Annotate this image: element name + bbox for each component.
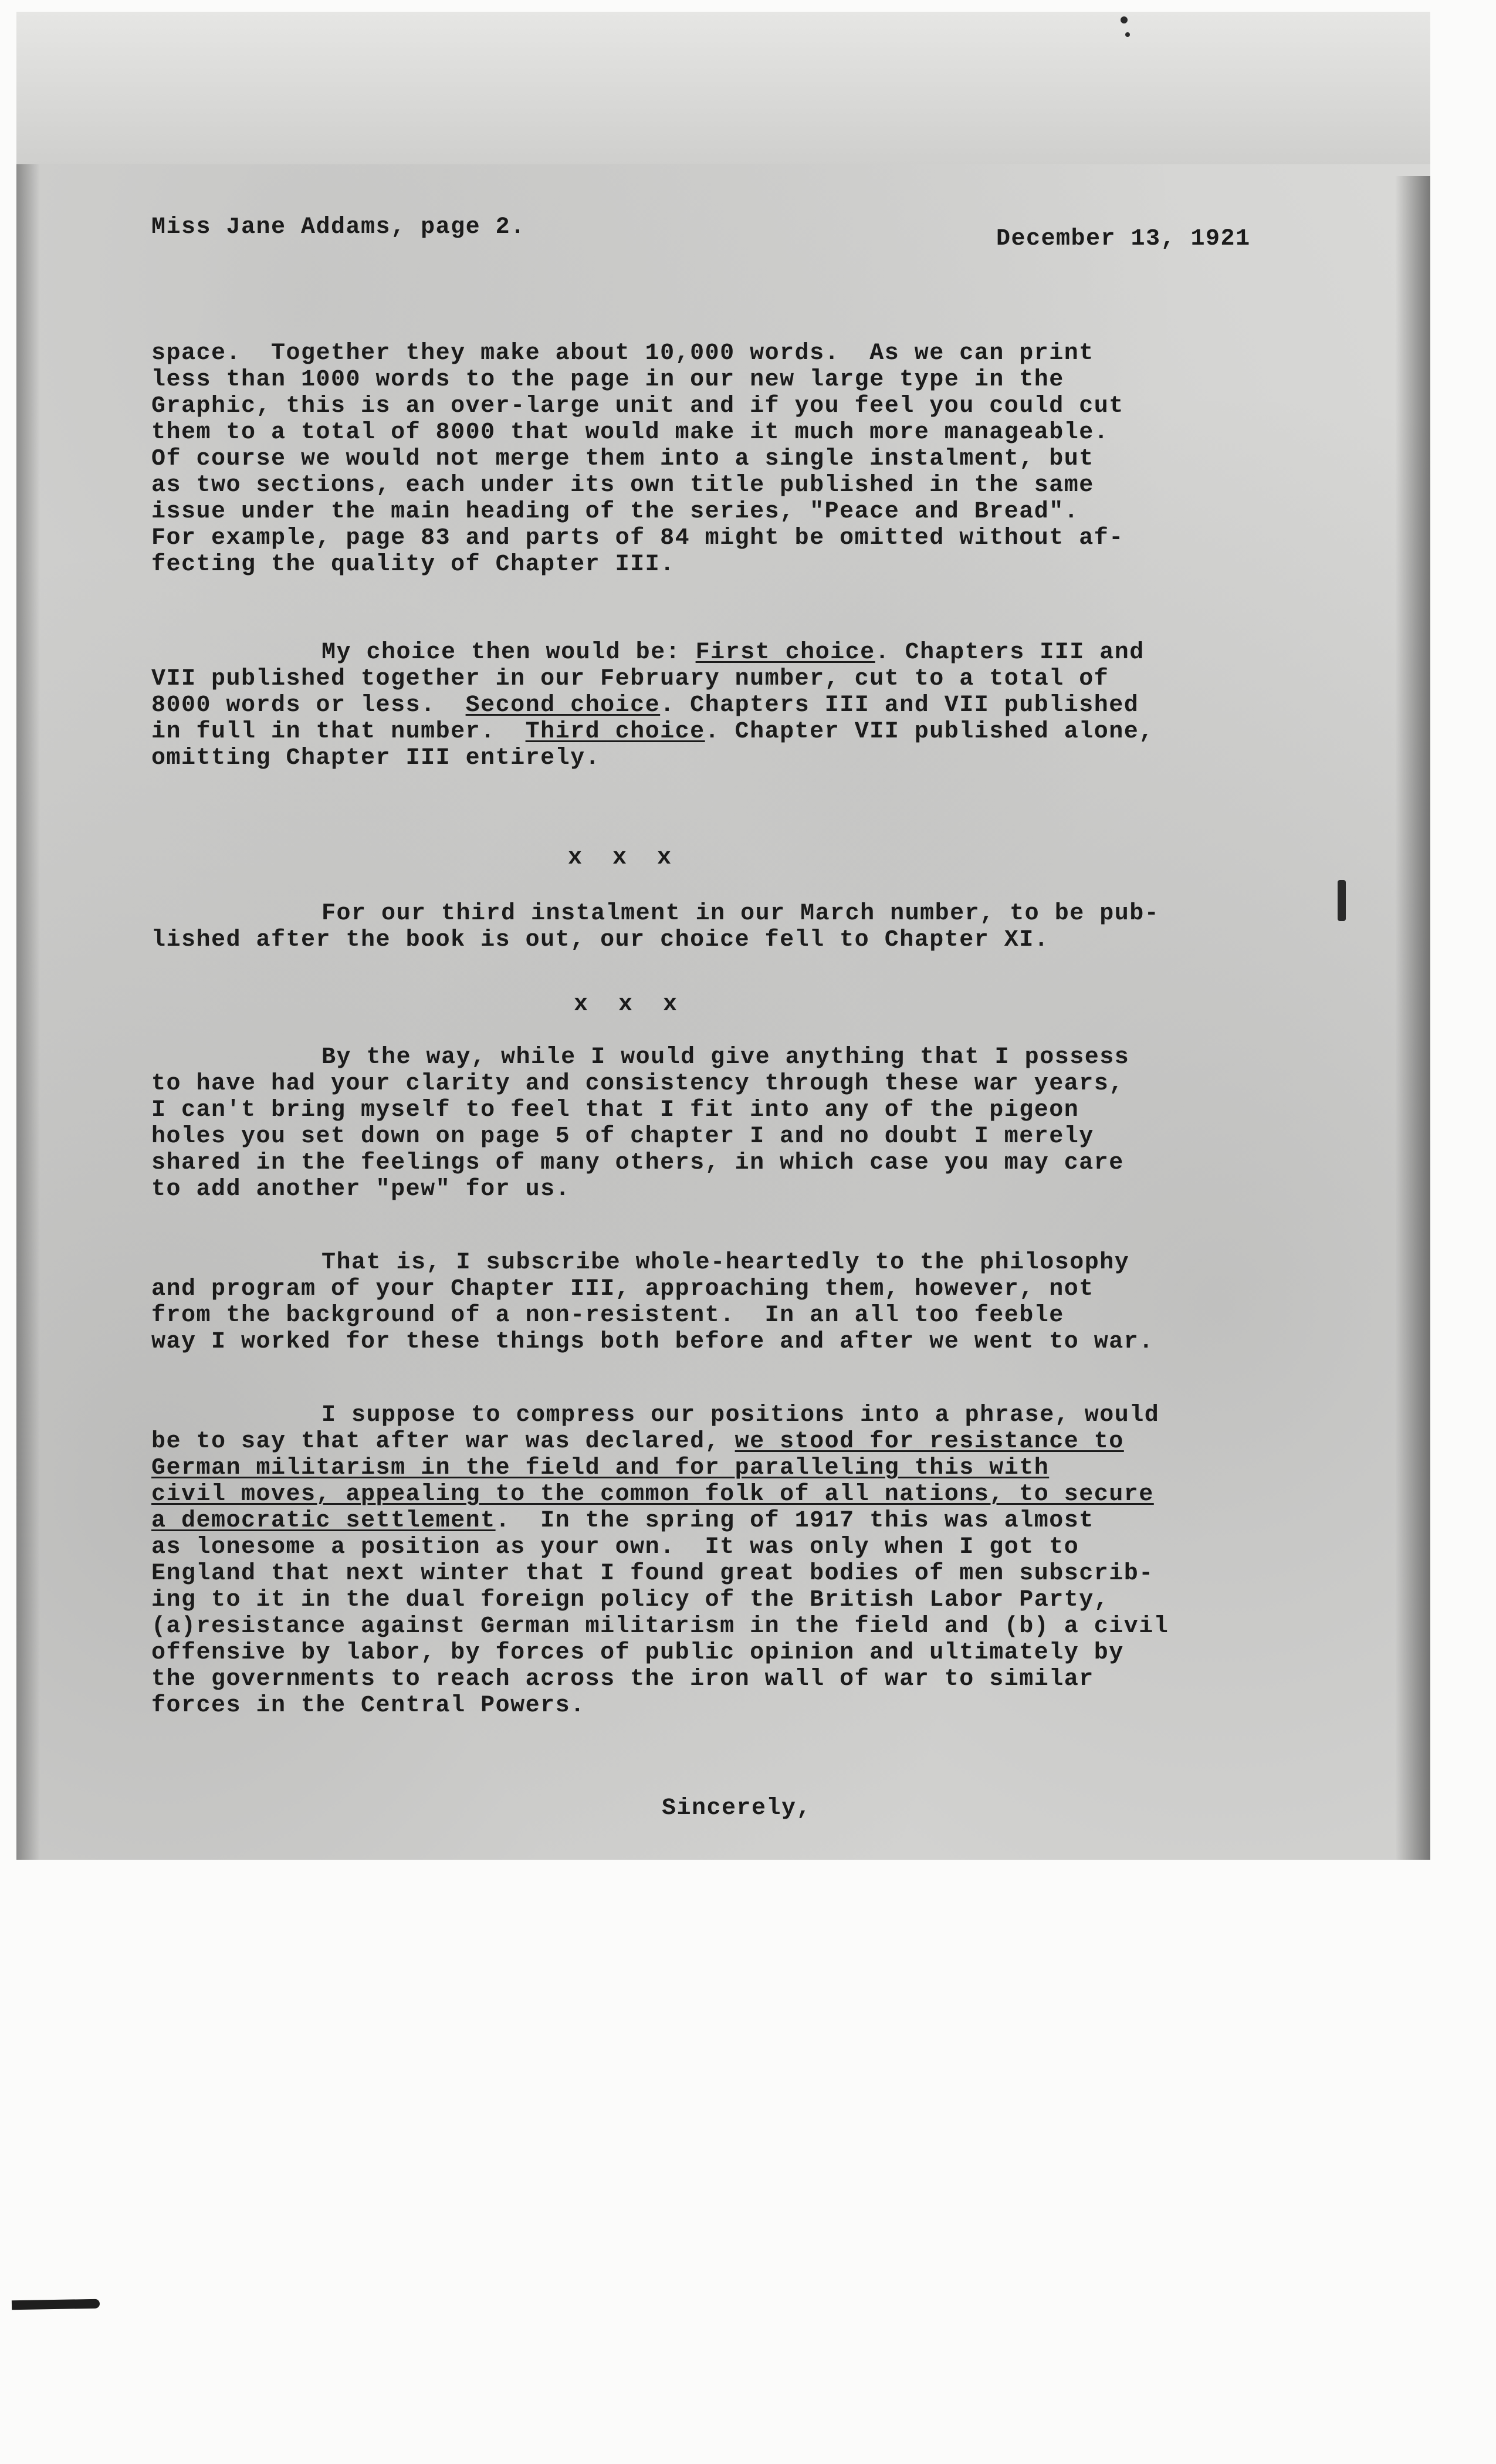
text-run: I suppose to compress our positions into a phrase, would <box>321 1402 1160 1429</box>
text-line-underlined: civil moves, appealing to the common folk of all nations, to secure <box>151 1481 1154 1508</box>
paragraph-6 <box>151 1402 1366 1719</box>
text-run: For our third instalment in our March number, to be pub- <box>321 901 1160 927</box>
text-line: as lonesome a position as your own. It was only when I got to <box>151 1534 1079 1561</box>
text-line: less than 1000 words to the page in our new large type in the <box>151 367 1064 393</box>
second-choice-underlined: Second choice <box>465 692 661 719</box>
text-line: to add another "pew" for us. <box>151 1176 571 1203</box>
text-run: . Chapter VII published alone, <box>705 719 1154 745</box>
paragraph-2 <box>151 639 1366 771</box>
text-line: I can't bring myself to feel that I fit into any of the pigeon <box>151 1097 1079 1123</box>
text-line <box>151 692 1366 719</box>
text-run: . In the spring of 1917 this was almost <box>495 1508 1094 1534</box>
text-run: By the way, while I would give anything that I possess <box>321 1044 1130 1071</box>
scan-speck <box>1121 16 1128 23</box>
scan-dash-mark <box>12 2299 100 2310</box>
paragraph-5 <box>151 1250 1366 1355</box>
underlined-phrase: we stood for resistance to <box>735 1429 1124 1455</box>
text-line: offensive by labor, by forces of public opinion and ultimately by <box>151 1640 1124 1666</box>
text-run: My choice then would be: <box>321 639 696 666</box>
text-run: . Chapters III and VII published <box>660 692 1139 719</box>
text-line <box>151 639 1366 666</box>
text-line: For example, page 83 and parts of 84 might be omitted without af- <box>151 525 1124 551</box>
section-separator: x x x <box>568 845 680 871</box>
text-line: holes you set down on page 5 of chapter I and no doubt I merely <box>151 1123 1094 1150</box>
underlined-phrase: a democratic settlement <box>151 1508 496 1534</box>
paragraph-1 <box>151 340 1366 578</box>
text-line: lished after the book is out, our choice fell to Chapter XI. <box>151 927 1050 953</box>
paragraph-3 <box>151 901 1366 953</box>
text-line: to have had your clarity and consistency through these war years, <box>151 1071 1124 1097</box>
text-run: . Chapters III and <box>875 639 1145 666</box>
text-line: England that next winter that I found great bodies of men subscrib- <box>151 1561 1154 1587</box>
text-line <box>151 1508 1366 1534</box>
scan-mark <box>1338 880 1346 921</box>
section-separator: x x x <box>574 991 686 1018</box>
text-line: forces in the Central Powers. <box>151 1693 585 1719</box>
text-line: (a)resistance against German militarism in the field and (b) a civil <box>151 1613 1169 1640</box>
text-line <box>151 1250 1366 1276</box>
text-run: 8000 words or less. <box>151 692 466 719</box>
text-line: them to a total of 8000 that would make it much more manageable. <box>151 419 1109 446</box>
text-line <box>151 1402 1366 1429</box>
text-line: the governments to reach across the iron wall of war to similar <box>151 1666 1094 1693</box>
text-line: Graphic, this is an over-large unit and if you feel you could cut <box>151 393 1124 419</box>
letter-body <box>16 12 1430 1860</box>
third-choice-underlined: Third choice <box>525 719 705 745</box>
text-line: ing to it in the dual foreign policy of the British Labor Party, <box>151 1587 1109 1613</box>
scan-speck <box>1125 32 1130 37</box>
paragraph-4 <box>151 1044 1366 1203</box>
text-line: space. Together they make about 10,000 words. As we can print <box>151 340 1094 367</box>
text-line: from the background of a non-resistent. In an all too feeble <box>151 1302 1064 1329</box>
first-choice-underlined: First choice <box>695 639 875 666</box>
header-date: December 13, 1921 <box>996 226 1251 252</box>
text-line <box>151 1044 1366 1071</box>
text-run: in full in that number. <box>151 719 526 745</box>
text-line: and program of your Chapter III, approaching them, however, not <box>151 1276 1094 1302</box>
text-line: way I worked for these things both before and after we went to war. <box>151 1329 1154 1355</box>
header-recipient-page: Miss Jane Addams, page 2. <box>151 214 526 241</box>
text-line-underlined: German militarism in the field and for paralleling this with <box>151 1455 1050 1481</box>
text-line: Of course we would not merge them into a single instalment, but <box>151 446 1094 472</box>
text-line: fecting the quality of Chapter III. <box>151 551 675 578</box>
closing-salutation: Sincerely, <box>662 1795 812 1822</box>
text-line <box>151 719 1366 745</box>
letter-sheet <box>16 12 1430 1860</box>
text-line: as two sections, each under its own title published in the same <box>151 472 1094 499</box>
text-line: shared in the feelings of many others, in which case you may care <box>151 1150 1124 1176</box>
text-line: omitting Chapter III entirely. <box>151 745 601 771</box>
text-line <box>151 901 1366 927</box>
text-run: be to say that after war was declared, <box>151 1429 735 1455</box>
text-line <box>151 1429 1366 1455</box>
text-line: issue under the main heading of the series, "Peace and Bread". <box>151 499 1079 525</box>
text-line: VII published together in our February number, cut to a total of <box>151 666 1109 692</box>
text-run: That is, I subscribe whole-heartedly to the philosophy <box>321 1250 1130 1276</box>
